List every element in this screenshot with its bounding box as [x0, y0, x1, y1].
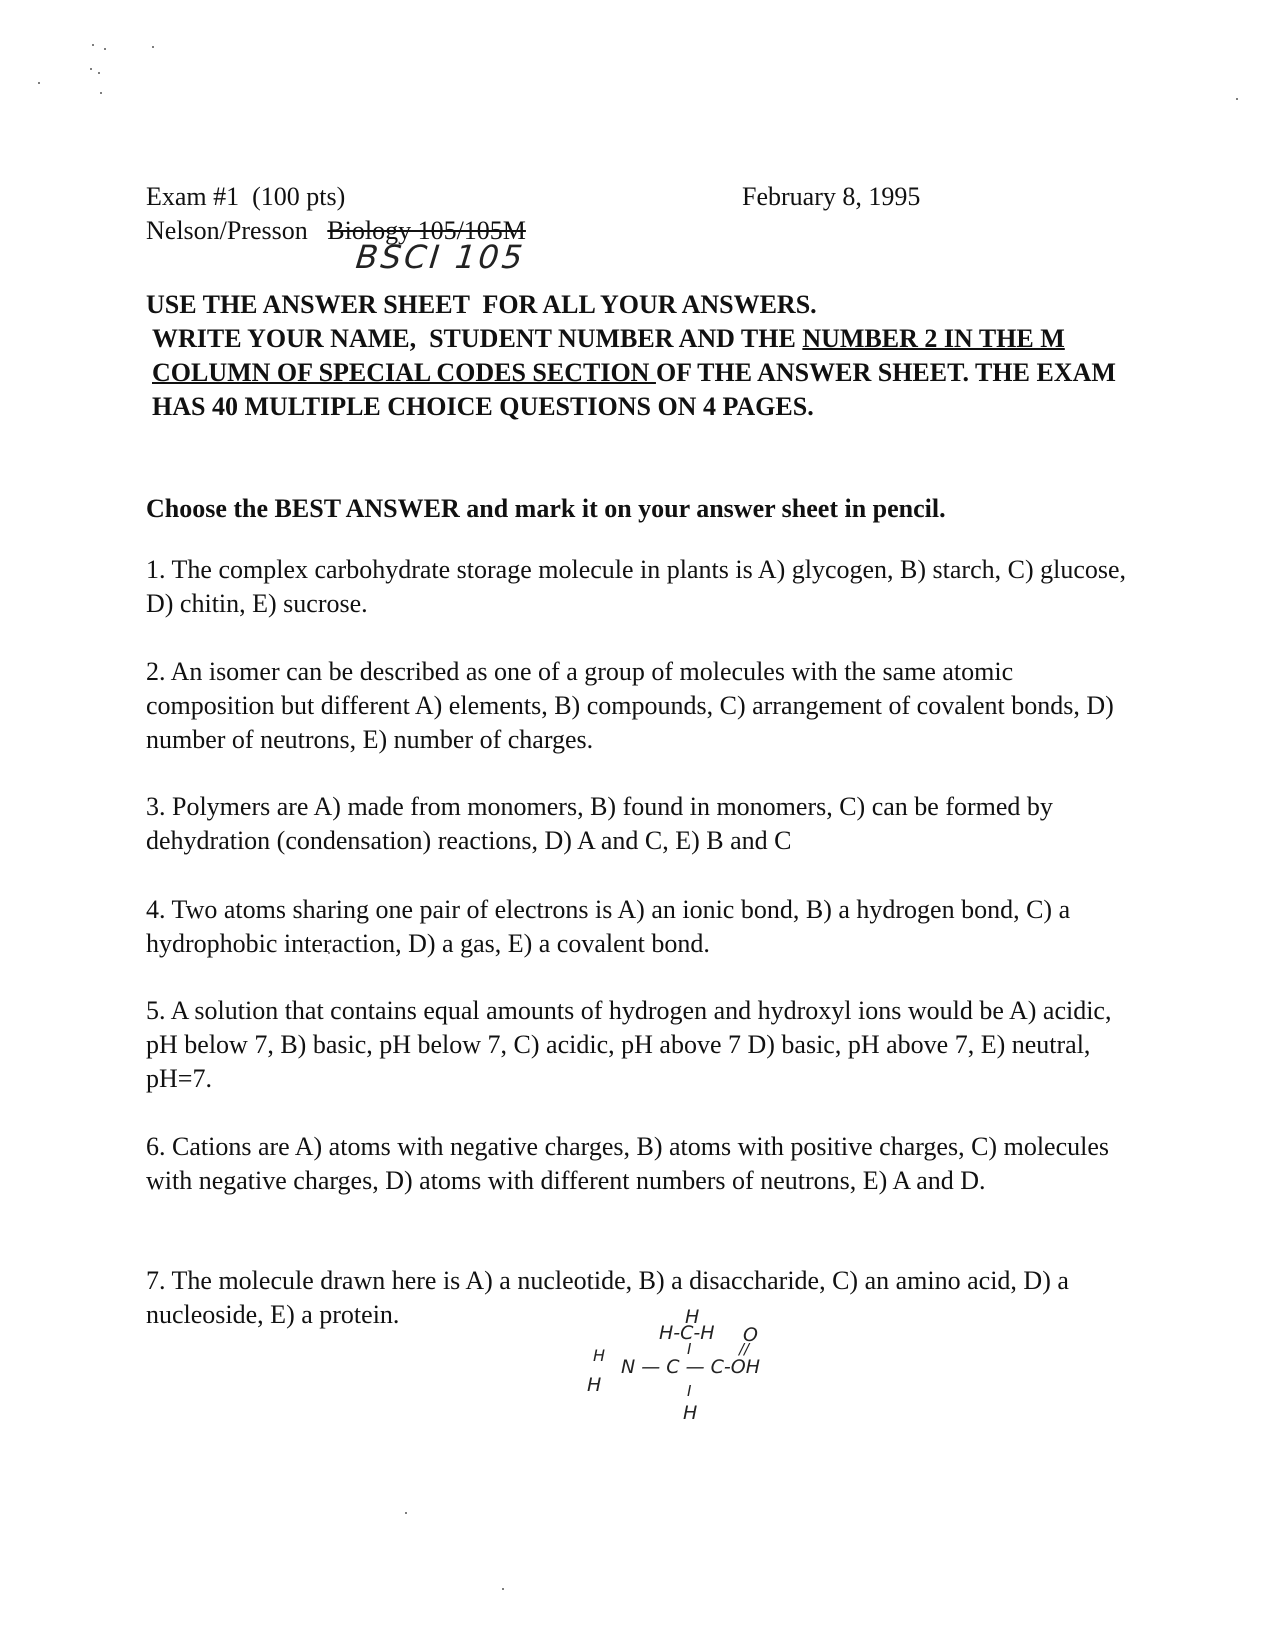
question-4: 4. Two atoms sharing one pair of electrons is A) an ionic bond, B) a hydrogen bond, C) a hydrophobic interaction, D) a gas, E) a covalent bond. — [146, 895, 1071, 958]
question-5: 5. A solution that contains equal amounts of hydrogen and hydroxyl ions would be A) acidic, pH below 7, B) basic, pH below 7, C) acidic, pH above 7 D) basic, pH above 7, E) neutral, pH=7. — [146, 996, 1112, 1093]
exam-date: February 8, 1995 — [742, 182, 921, 211]
instructions — [146, 288, 1136, 424]
instructors: Nelson/Presson — [146, 216, 308, 245]
question-1: 1. The complex carbohydrate storage molecule in plants is A) glycogen, B) starch, C) glucose, D) chitin, E) sucrose. — [146, 555, 1127, 618]
question-6: 6. Cations are A) atoms with negative charges, B) atoms with positive charges, C) molecules with negative charges, D) atoms with different numbers of neutrons, E) A and D. — [146, 1132, 1110, 1195]
molecule-ch3: H-C-H — [659, 1322, 715, 1344]
choose-instruction: Choose the BEST ANSWER and mark it on your answer sheet in pencil. — [146, 494, 946, 523]
molecule-bond-top: I — [687, 1340, 692, 1358]
instructions-line-2-post: OF THE ANSWER SHEET. THE EXAM HAS 40 MULTIPLE CHOICE QUESTIONS ON 4 PAGES. — [152, 358, 1116, 421]
question-3: 3. Polymers are A) made from monomers, B) found in monomers, C) can be formed by dehydration (condensation) reactions, D) A and C, E) B and C — [146, 792, 1053, 855]
exam-title: Exam #1 (100 pts) — [146, 182, 346, 211]
molecule-bottom-h: H — [683, 1402, 698, 1424]
course-struck: Biology 105/105M — [327, 216, 526, 245]
instructions-line-2-pre: WRITE YOUR NAME, STUDENT NUMBER AND THE — [152, 324, 803, 353]
molecule-double-bond: // — [739, 1340, 750, 1358]
amino-acid-drawing — [585, 1306, 805, 1446]
molecule-oxygen: O — [743, 1324, 758, 1346]
molecule-h-lower: H — [587, 1374, 602, 1396]
question-2: 2. An isomer can be described as one of a group of molecules with the same atomic composition but different A) elements, B) compounds, C) arrangement of covalent bonds, D) number of neutrons, E) number of charges. — [146, 657, 1114, 754]
instructions-line-1: USE THE ANSWER SHEET FOR ALL YOUR ANSWERS. — [146, 290, 817, 319]
molecule-top-h: H — [685, 1306, 700, 1328]
question-7: 7. The molecule drawn here is A) a nucleotide, B) a disaccharide, C) an amino acid, D) a nucleoside, E) a protein. — [146, 1266, 1069, 1329]
special-codes-note: NUMBER 2 IN THE M COLUMN OF SPECIAL CODES SECTION — [152, 324, 1065, 387]
instructions-line-2 — [146, 322, 1136, 424]
molecule-backbone: N — C — C-OH — [621, 1356, 761, 1378]
course-handwritten: BSCI 105 — [354, 238, 528, 276]
molecule-bond-bottom: I — [687, 1382, 692, 1400]
molecule-h-upper: H — [593, 1346, 606, 1365]
